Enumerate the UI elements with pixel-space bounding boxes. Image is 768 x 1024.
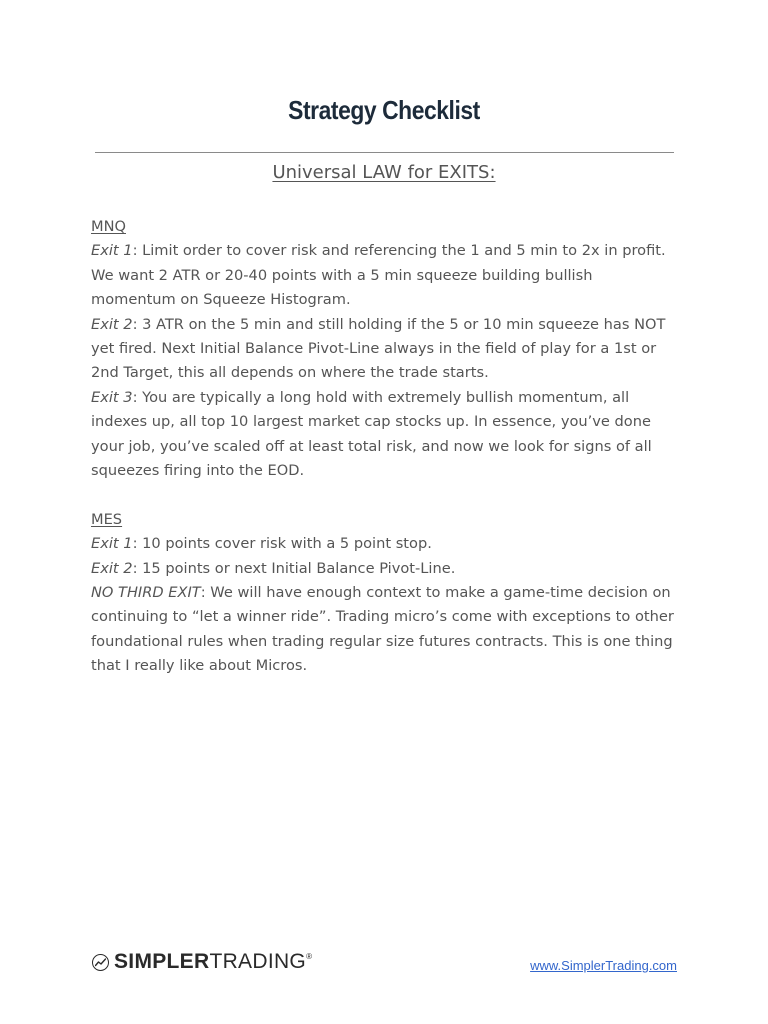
logo-registered-mark: ® xyxy=(306,952,313,961)
mnq-exit-2-text: : 3 ATR on the 5 min and still holding if the 5 or 10 min squeeze has NOT yet fired. Next Initial Balance Pivot-Line always in the field of play for a 1st or 2nd Target, this all depends on where the trade starts. xyxy=(91,315,666,382)
page-title: Strategy Checklist xyxy=(288,95,480,125)
mnq-exit-1 xyxy=(91,239,681,312)
mnq-heading: MNQ xyxy=(91,218,126,235)
mnq-exit-2-label: Exit 2 xyxy=(91,315,133,333)
section-heading-mnq xyxy=(91,215,681,239)
mnq-exit-3-text: : You are typically a long hold with extremely bullish momentum, all indexes up, all top 10 largest market cap stocks up. In essence, you’ve done your job, you’ve scaled off at least total risk, and now we look for signs of all squeezes firing into the EOD. xyxy=(91,388,652,480)
mnq-exit-3 xyxy=(91,386,681,484)
mes-exit-3-label: NO THIRD EXIT xyxy=(91,584,201,602)
mes-exit-1-text: : 10 points cover risk with a 5 point stop. xyxy=(132,535,432,553)
mes-exit-3 xyxy=(91,581,681,679)
logo-text-bold: SIMPLER xyxy=(114,950,210,973)
logo-wordmark xyxy=(114,950,312,974)
website-link[interactable]: www.SimplerTrading.com xyxy=(530,958,677,973)
mnq-exit-1-label: Exit 1 xyxy=(91,242,133,260)
mes-exit-2 xyxy=(91,557,681,581)
mes-exit-1 xyxy=(91,532,681,556)
mes-exit-1-label: Exit 1 xyxy=(91,535,133,553)
mes-heading: MES xyxy=(91,510,123,528)
title-divider xyxy=(95,152,674,153)
mes-exit-3-text: : We will have enough context to make a game-time decision on continuing to “let a winner ride”. Trading micro’s come with exceptions to other foundational rules when trading regular size futures contracts. This is one thing that I really like about Micros. xyxy=(91,584,674,675)
mnq-exit-2 xyxy=(91,313,681,386)
mes-exit-2-text: : 15 points or next Initial Balance Pivot-Line. xyxy=(132,559,456,577)
mnq-exit-1-text: : Limit order to cover risk and referencing the 1 and 5 min to 2x in profit. We want 2 ATR or 20-40 points with a 5 min squeeze building bullish momentum on Squeeze Histogram. xyxy=(91,242,666,309)
section-spacer xyxy=(91,483,681,507)
logo-text-light: TRADING xyxy=(209,950,307,973)
footer-logo xyxy=(92,948,312,976)
content-body xyxy=(91,215,681,679)
mnq-exit-3-label: Exit 3 xyxy=(91,388,133,406)
mes-exit-2-label: Exit 2 xyxy=(91,559,133,577)
page-subtitle: Universal LAW for EXITS: xyxy=(272,162,496,183)
section-heading-mes xyxy=(91,508,681,532)
trend-line-circle-icon xyxy=(92,954,109,971)
